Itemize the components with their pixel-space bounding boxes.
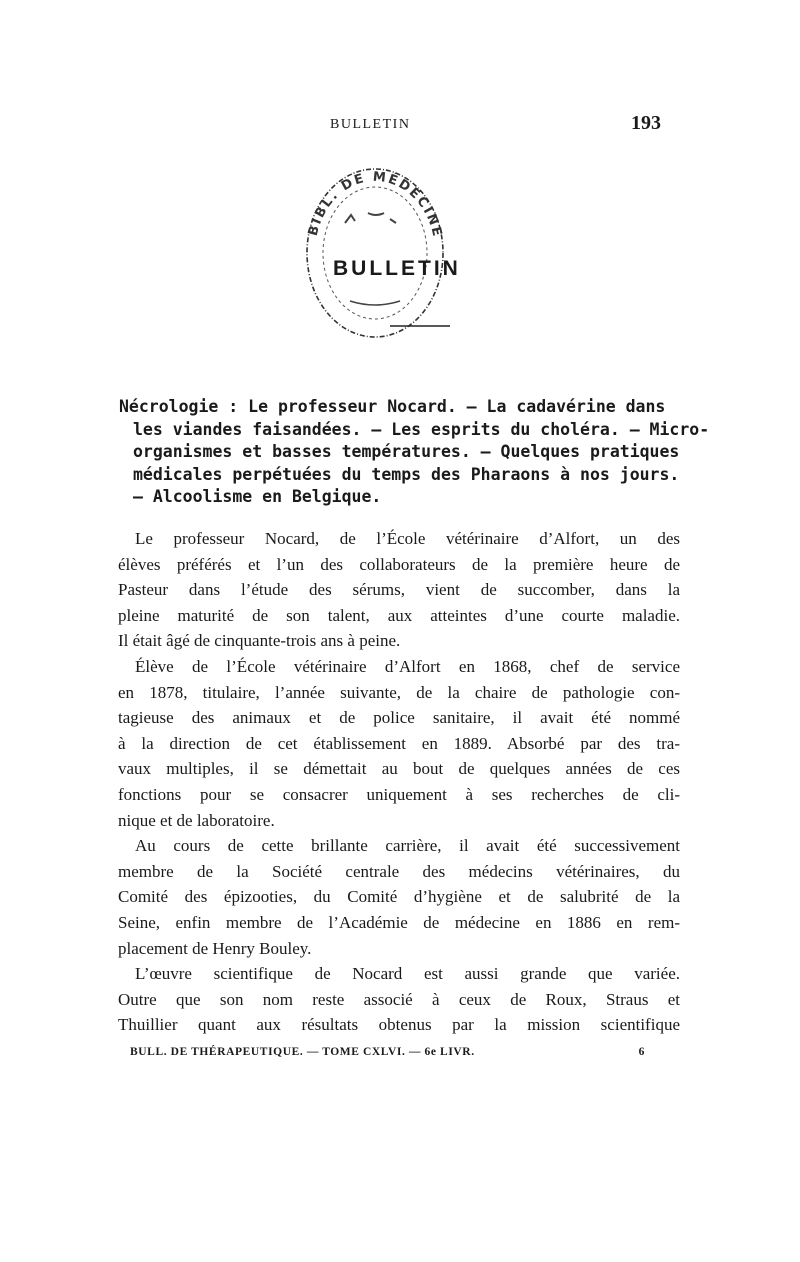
footer-signature: BULL. DE THÉRAPEUTIQUE. — TOME CXLVI. — 6e LIVR. — [130, 1046, 475, 1058]
body-line: Il était âgé de cinquante-trois ans à peine. — [118, 631, 401, 651]
summary-line: — Alcoolisme en Belgique. — [133, 487, 382, 506]
body-line: à la direction de cet établissement en 1889. Absorbé par des tra- — [118, 733, 680, 753]
stamp-inner-ring — [323, 187, 427, 319]
summary-line: médicales perpétuées du temps des Pharaons à nos jours. — [133, 464, 680, 484]
stamp-ring-text: BIBL. DE MÉDECINE — [305, 169, 445, 240]
body-line: Comité des épizooties, du Comité d’hygiène et de salubrité de la — [118, 887, 680, 907]
page-footer — [130, 1046, 645, 1058]
stamp-word: BULLETIN — [333, 257, 461, 280]
body-line: Le professeur Nocard, de l’École vétérinaire d’Alfort, un des — [135, 529, 680, 548]
body-line: Outre que son nom reste associé à ceux de Roux, Straus et — [118, 989, 680, 1009]
body-line: Thuillier quant aux résultats obtenus par la mission scientifique — [118, 1015, 680, 1035]
summary-line: organismes et basses températures. — Quelques pratiques — [133, 442, 680, 461]
stamp-outer-ring — [307, 169, 443, 337]
body-line: fonctions pour se consacrer uniquement à ses recherches de cli- — [118, 784, 680, 804]
summary-block — [119, 396, 710, 509]
article-body — [118, 526, 680, 1038]
body-line: Au cours de cette brillante carrière, il avait été successivement — [135, 836, 680, 856]
summary-line: Nécrologie : Le professeur Nocard. — La cadavérine dans — [119, 397, 666, 416]
body-line: nique et de laboratoire. — [118, 810, 275, 830]
body-line: tagieuse des animaux et de police sanitaire, il avait été nommé — [118, 708, 680, 728]
library-stamp — [290, 153, 460, 353]
body-line: membre de la Société centrale des médecins vétérinaires, du — [118, 861, 680, 881]
body-line: Pasteur dans l’étude des sérums, vient de succomber, dans la — [118, 580, 680, 600]
body-line: vaux multiples, il se démettait au bout de quelques années de ces — [118, 759, 680, 779]
body-line: pleine maturité de son talent, aux atteintes d’une courte maladie. — [118, 605, 680, 625]
body-line: Élève de l’École vétérinaire d’Alfort en 1868, chef de service — [135, 656, 680, 676]
body-line: L’œuvre scientifique de Nocard est aussi grande que variée. — [135, 964, 680, 984]
body-line: placement de Henry Bouley. — [118, 938, 312, 958]
footer-sheet-number: 6 — [638, 1046, 645, 1058]
running-head: BULLETIN — [330, 117, 411, 132]
summary-line: les viandes faisandées. — Les esprits du choléra. — Micro- — [133, 419, 710, 439]
body-line: élèves préférés et l’un des collaborateurs de la première heure de — [118, 554, 680, 574]
body-line: Seine, enfin membre de l’Académie de médecine en 1886 en rem- — [118, 912, 680, 932]
stamp-emblem — [345, 213, 396, 223]
page-number: 193 — [631, 112, 661, 134]
stamp-emblem-lower — [350, 301, 400, 305]
body-line: en 1878, titulaire, l’année suivante, de la chaire de pathologie con- — [118, 682, 680, 702]
